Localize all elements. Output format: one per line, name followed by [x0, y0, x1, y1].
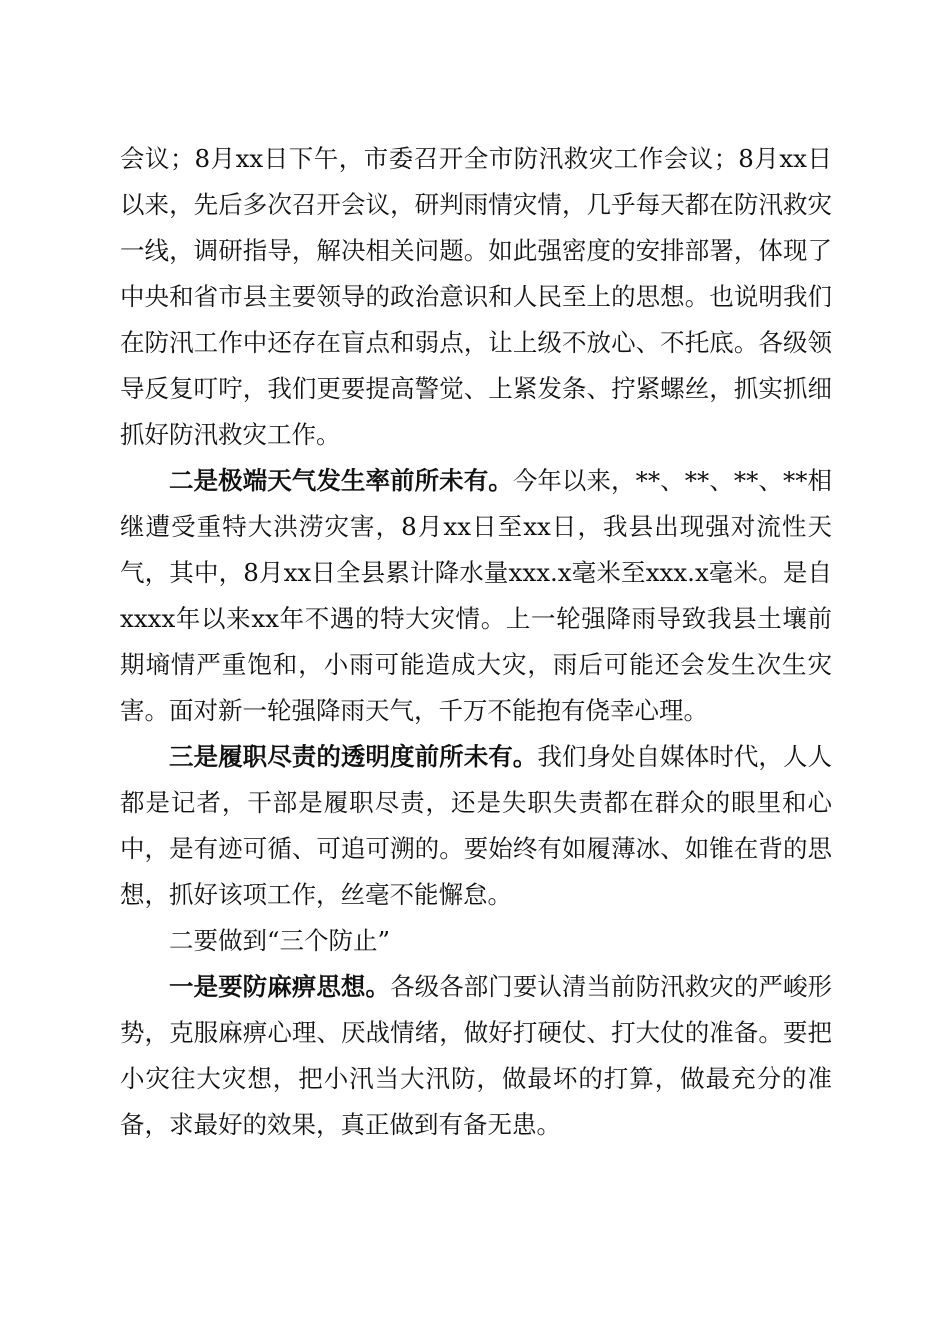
section-heading [120, 918, 832, 964]
paragraph-text: 各级各部门要认清当前防汛救灾的严峻形势，克服麻痹心理、厌战情绪，做好打硬仗、打大仗的准备。要把小灾往大灾想，把小汛当大汛防，做最坏的打算，做最充分的准备，求最好的效果，真正做到有备无患。 [120, 972, 833, 1139]
paragraph-continued [120, 136, 832, 458]
point-lead: 二是极端天气发生率前所未有。 [169, 466, 513, 495]
paragraph-text: 今年以来，**、**、**、**相继遭受重特大洪涝灾害，8月xx日至xx日，我县出现强对流性天气，其中，8月xx日全县累计降水量xxx.x毫米至xxx.x毫米。是自xxxx年以来xx年不遇的特大灾情。上一轮强降雨导致我县土壤前期墒情严重饱和，小雨可能造成大灾，雨后可能还会发生次生灾害。面对新一轮强降雨天气，千万不能抱有侥幸心理。 [120, 466, 833, 725]
point-lead: 一是要防麻痹思想。 [169, 972, 391, 1001]
paragraph-prevent-numbness [120, 964, 832, 1148]
point-lead: 三是履职尽责的透明度前所未有。 [169, 742, 538, 771]
body-text [120, 136, 832, 1148]
heading-text: 二要做到“三个防止” [169, 926, 391, 955]
paragraph-text: 会议；8月xx日下午，市委召开全市防汛救灾工作会议；8月xx日以来，先后多次召开会议，研判雨情灾情，几乎每天都在防汛救灾一线，调研指导，解决相关问题。如此强密度的安排部署，体现了中央和省市县主要领导的政治意识和人民至上的思想。也说明我们在防汛工作中还存在盲点和弱点，让上级不放心、不托底。各级领导反复叮咛，我们更要提高警觉、上紧发条、拧紧螺丝，抓实抓细抓好防汛救灾工作。 [120, 144, 832, 449]
paragraph-extreme-weather [120, 458, 832, 734]
paragraph-transparency [120, 734, 832, 918]
paragraph-text: 我们身处自媒体时代，人人都是记者，干部是履职尽责，还是失职失责都在群众的眼里和心中，是有迹可循、可追可溯的。要始终有如履薄冰、如锥在背的思想，抓好该项工作，丝毫不能懈怠。 [120, 742, 833, 909]
